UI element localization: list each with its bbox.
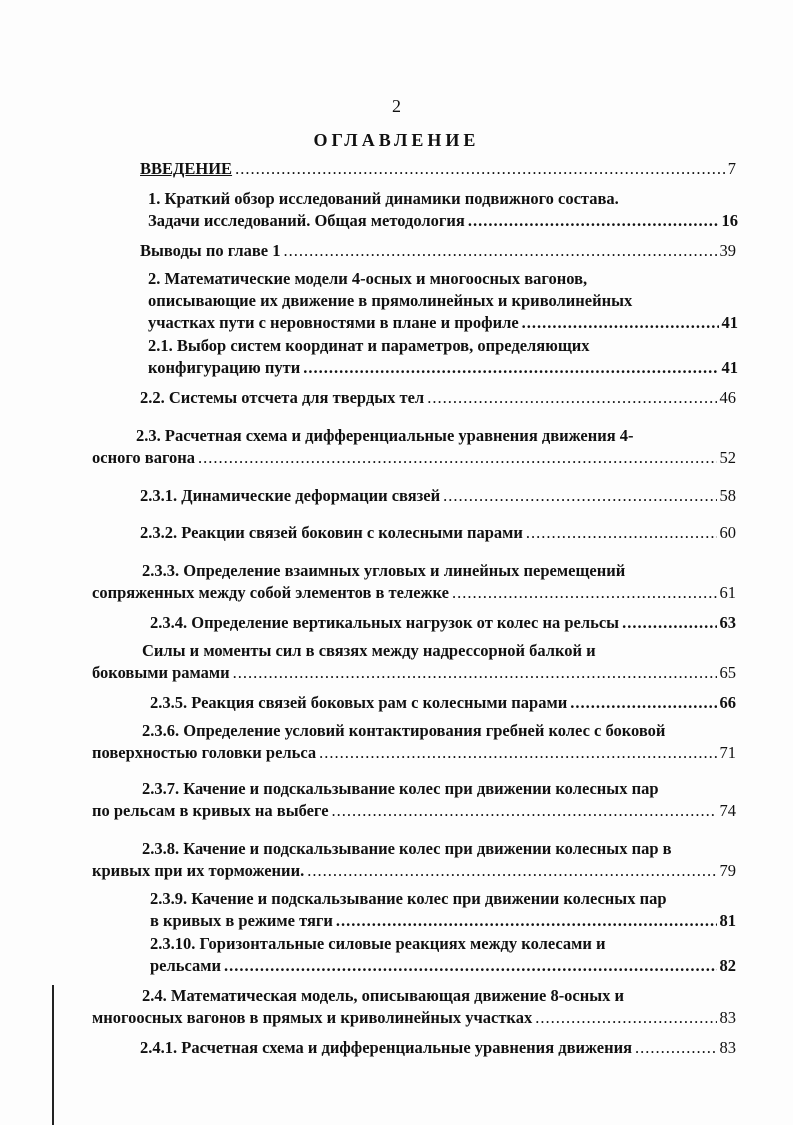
toc-entry-text: 2.3.7. Качение и подскальзывание колес при движении колесных пар [142, 779, 659, 798]
toc-entry-line [150, 612, 736, 634]
toc-entry-text: сопряженных между собой элементов в тележке [92, 583, 449, 602]
toc-entry-page: 46 [719, 388, 736, 407]
toc-entry[interactable] [140, 158, 736, 180]
toc-entry-line [150, 933, 736, 955]
toc-entry-text: 2.3.1. Динамические деформации связей [140, 486, 441, 505]
dot-leader [336, 910, 717, 932]
toc-entry-text: 2.3. Расчетная схема и дифференциальные уравнения движения 4- [136, 426, 634, 445]
toc-entry-line [92, 662, 736, 684]
toc-entry-line [92, 800, 736, 822]
toc-entry-line [92, 560, 736, 582]
toc-entry-text: 2.2. Системы отсчета для твердых тел [140, 388, 425, 407]
toc-entry-line [148, 188, 738, 210]
toc-entry-page: 39 [719, 241, 736, 260]
toc-entry-line [92, 1007, 736, 1029]
toc-entry-page: 66 [719, 693, 736, 712]
toc-entry-page: 41 [721, 358, 738, 377]
toc-entry-text: многоосных вагонов в прямых и криволинейных участках [92, 1008, 533, 1027]
toc-entry-text: кривых при их торможении. [92, 861, 305, 880]
toc-entry[interactable] [150, 692, 736, 714]
toc-entry-line [148, 357, 738, 379]
dot-leader [319, 742, 716, 764]
toc-entry[interactable] [140, 485, 736, 507]
toc-entry-line [150, 955, 736, 977]
toc-entry-text: 2.3.3. Определение взаимных угловых и линейных перемещений [142, 561, 626, 580]
toc-entry-line [140, 158, 736, 180]
toc-entry-line [150, 910, 736, 932]
dot-leader [235, 158, 725, 180]
toc-entry[interactable] [92, 838, 736, 882]
toc-entry-page: 16 [721, 211, 738, 230]
dot-leader [635, 1037, 716, 1059]
toc-entry-text: 2. Математические модели 4-осных и многоосных вагонов, [148, 269, 588, 288]
dot-leader [443, 485, 716, 507]
toc-entry-page: 41 [721, 313, 738, 332]
toc-entry[interactable] [148, 335, 738, 379]
toc-entry-line [140, 387, 736, 409]
toc-entry-page: 82 [719, 956, 736, 975]
toc-entry-line [140, 485, 736, 507]
toc-entry-page: 71 [719, 743, 736, 762]
toc-entry-text: 2.1. Выбор систем координат и параметров, определяющих [148, 336, 590, 355]
dot-leader [303, 357, 718, 379]
toc-entry[interactable] [148, 188, 738, 232]
toc-entry-line [140, 522, 736, 544]
toc-entry[interactable] [140, 522, 736, 544]
toc-entry-line [150, 888, 736, 910]
dot-leader [283, 240, 716, 262]
margin-line [52, 985, 54, 1125]
toc-entry-text: 2.3.9. Качение и подскальзывание колес при движении колесных пар [150, 889, 667, 908]
toc-entry-text: 2.3.6. Определение условий контактирования гребней колес с боковой [142, 721, 666, 740]
toc-entry-line [148, 312, 738, 334]
toc-entry-text: в кривых в режиме тяги [150, 911, 333, 930]
toc-entry-text: 1. Краткий обзор исследований динамики подвижного состава. [148, 189, 619, 208]
toc-entry-text: осного вагона [92, 448, 196, 467]
toc-entry-line [92, 985, 736, 1007]
dot-leader [307, 860, 716, 882]
toc-entry-text: 2.4. Математическая модель, описывающая движение 8-осных и [142, 986, 625, 1005]
toc-entry-text: 2.3.5. Реакция связей боковых рам с колесными парами [150, 693, 568, 712]
toc-entry-page: 52 [719, 448, 736, 467]
toc-entry-line [148, 335, 738, 357]
toc-entry[interactable] [92, 425, 736, 469]
toc-entry-line [92, 860, 736, 882]
toc-entry-text: Силы и моменты сил в связях между надрессорной балкой и [142, 641, 596, 660]
toc-entry-text: рельсами [150, 956, 222, 975]
dot-leader [198, 447, 716, 469]
dot-leader [535, 1007, 716, 1029]
toc-entry[interactable] [92, 985, 736, 1029]
toc-entry-page: 83 [719, 1008, 736, 1027]
toc-entry-text: 2.3.2. Реакции связей боковин с колесными парами [140, 523, 523, 542]
toc-entry-text: боковыми рамами [92, 663, 230, 682]
toc-entry[interactable] [150, 888, 736, 932]
toc-entry-page: 81 [719, 911, 736, 930]
toc-entry-line [92, 447, 736, 469]
toc-entry-line [140, 240, 736, 262]
toc-entry[interactable] [140, 387, 736, 409]
toc-entry-line [92, 838, 736, 860]
toc-entry-page: 83 [719, 1038, 736, 1057]
toc-entry-text: описывающие их движение в прямолинейных и криволинейных [148, 291, 633, 310]
toc-entry-text: Выводы по главе 1 [140, 241, 281, 260]
dot-leader [526, 522, 717, 544]
page-number: 2 [392, 96, 401, 116]
toc-entry-line [92, 640, 736, 662]
toc-entry-text: конфигурацию пути [148, 358, 301, 377]
dot-leader [427, 387, 716, 409]
toc-entry[interactable] [150, 933, 736, 977]
toc-entry-line [150, 692, 736, 714]
toc-entry-text: 2.3.4. Определение вертикальных нагрузок от колес на рельсы [150, 613, 620, 632]
toc-entry-line [92, 742, 736, 764]
toc-entry-line [92, 720, 736, 742]
toc-entry-line [148, 290, 738, 312]
toc-entry-text: ВВЕДЕНИЕ [140, 159, 233, 178]
dot-leader [332, 800, 717, 822]
toc-entry[interactable] [92, 720, 736, 764]
dot-leader [570, 692, 716, 714]
toc-entry-page: 65 [719, 663, 736, 682]
toc-entry-line [92, 778, 736, 800]
toc-entry-page: 7 [727, 159, 736, 178]
toc-entry-page: 74 [719, 801, 736, 820]
toc-entry-text: 2.4.1. Расчетная схема и дифференциальные уравнения движения [140, 1038, 633, 1057]
toc-entry-text: 2.3.10. Горизонтальные силовые реакциях между колесами и [150, 934, 606, 953]
toc-entry[interactable] [92, 640, 736, 684]
toc-entry-line [148, 268, 738, 290]
toc-entry-line [140, 1037, 736, 1059]
dot-leader [452, 582, 717, 604]
toc-entry[interactable] [140, 1037, 736, 1059]
toc-entry-text: поверхностью головки рельса [92, 743, 317, 762]
toc-entry-line [92, 582, 736, 604]
dot-leader [468, 210, 719, 232]
toc-entry[interactable] [140, 240, 736, 262]
toc-entry-text: участках пути с неровностями в плане и профиле [148, 313, 519, 332]
toc-entry[interactable] [148, 268, 738, 334]
toc-entry-line [148, 210, 738, 232]
dot-leader [522, 312, 719, 334]
dot-leader [233, 662, 717, 684]
dot-leader [224, 955, 716, 977]
toc-entry-text: 2.3.8. Качение и подскальзывание колес при движении колесных пар в [142, 839, 672, 858]
toc-title: ОГЛАВЛЕНИЕ [313, 130, 480, 150]
toc-entry-text: Задачи исследований. Общая методология [148, 211, 465, 230]
toc-entry-page: 61 [719, 583, 736, 602]
toc-entry[interactable] [92, 560, 736, 604]
dot-leader [622, 612, 716, 634]
toc-entry-page: 79 [719, 861, 736, 880]
toc-entry-page: 63 [719, 613, 736, 632]
toc-entry-line [92, 425, 736, 447]
toc-entry-page: 58 [719, 486, 736, 505]
toc-entry[interactable] [92, 778, 736, 822]
toc-entry-text: по рельсам в кривых на выбеге [92, 801, 329, 820]
toc-entry[interactable] [150, 612, 736, 634]
toc-entry-page: 60 [719, 523, 736, 542]
